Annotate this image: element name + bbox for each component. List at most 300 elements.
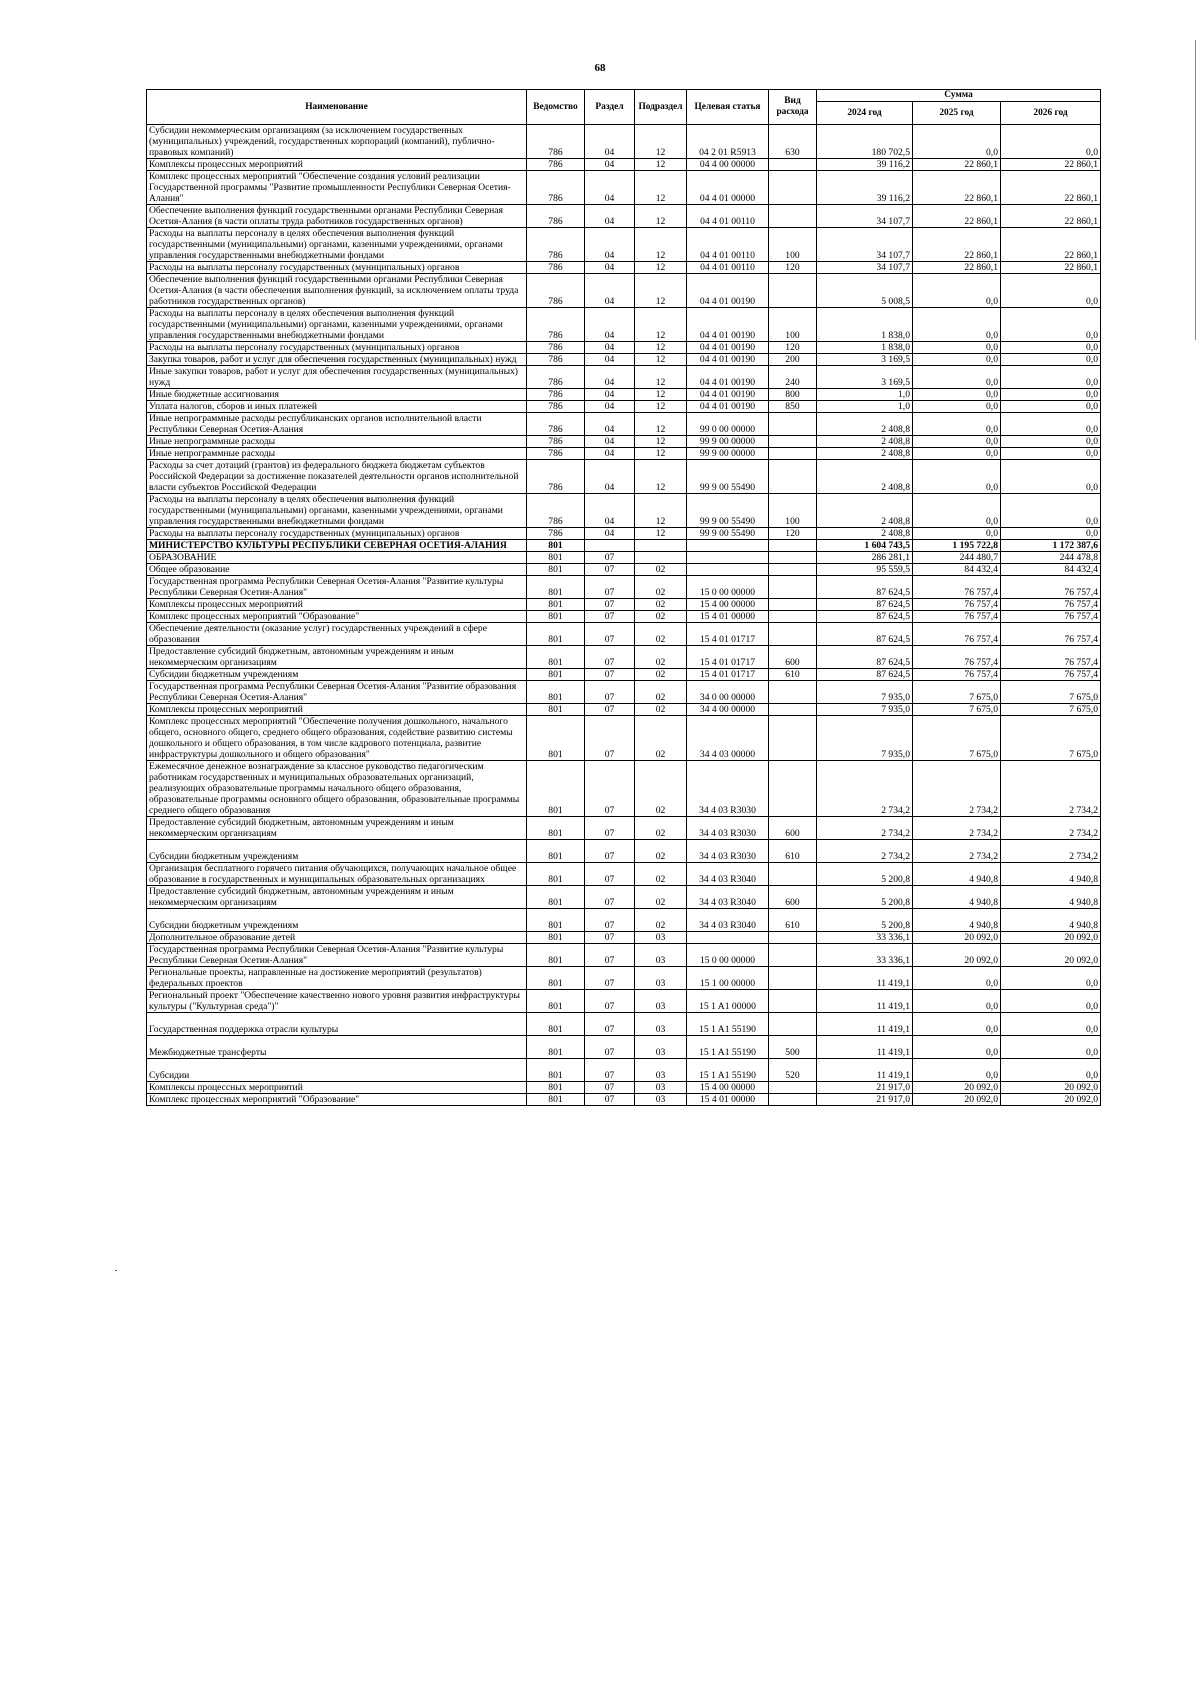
row-target-article: 34 4 03 R3030 [687, 817, 769, 840]
row-ved: 801 [527, 1059, 585, 1082]
row-ved: 786 [527, 262, 585, 274]
row-ved: 786 [527, 228, 585, 262]
row-target-article: 04 4 01 00110 [687, 262, 769, 274]
row-target-article: 99 9 00 55490 [687, 494, 769, 528]
row-target-article: 99 9 00 00000 [687, 436, 769, 448]
row-razdel: 07 [585, 761, 635, 817]
table-row [147, 863, 1101, 886]
row-podrazdel: 03 [635, 944, 687, 967]
row-expense-type [769, 171, 817, 205]
row-target-article: 15 1 A1 55190 [687, 1036, 769, 1059]
row-name: Иные закупки товаров, работ и услуг для обеспечения государственных (муниципальных) нужд [147, 366, 527, 389]
row-ved: 801 [527, 817, 585, 840]
row-sum-2024: 34 107,7 [817, 262, 913, 274]
row-razdel: 07 [585, 909, 635, 932]
row-name: Общее образование [147, 564, 527, 576]
row-target-article: 04 4 01 00110 [687, 205, 769, 228]
table-row [147, 909, 1101, 932]
row-sum-2025: 0,0 [913, 1036, 1001, 1059]
table-row [147, 716, 1101, 761]
row-sum-2026: 0,0 [1001, 460, 1101, 494]
header-2025: 2025 год [913, 102, 1001, 125]
row-sum-2024: 1 604 743,5 [817, 540, 913, 552]
row-sum-2024: 87 624,5 [817, 611, 913, 623]
table-row [147, 599, 1101, 611]
row-ved: 786 [527, 401, 585, 413]
row-podrazdel: 12 [635, 494, 687, 528]
header-2026: 2026 год [1001, 102, 1101, 125]
budget-table-wrapper [146, 89, 1100, 1106]
row-sum-2024: 87 624,5 [817, 599, 913, 611]
row-expense-type [769, 460, 817, 494]
row-razdel: 04 [585, 448, 635, 460]
row-ved: 801 [527, 646, 585, 669]
scan-edge-line [1195, 40, 1196, 340]
row-name: Расходы на выплаты персоналу в целях обеспечения выполнения функций государственными (муниципальными) органами, казенными учреждениями, органами управления государственными внебюджетными фондами [147, 228, 527, 262]
row-sum-2026: 22 860,1 [1001, 228, 1101, 262]
row-sum-2026: 2 734,2 [1001, 761, 1101, 817]
row-ved: 786 [527, 274, 585, 308]
table-row [147, 1036, 1101, 1059]
table-row [147, 262, 1101, 274]
row-sum-2026: 1 172 387,6 [1001, 540, 1101, 552]
row-sum-2026: 4 940,8 [1001, 863, 1101, 886]
row-razdel: 07 [585, 1082, 635, 1094]
row-podrazdel: 12 [635, 125, 687, 159]
row-ved: 801 [527, 669, 585, 681]
header-target-article: Целевая статья [687, 90, 769, 125]
row-target-article: 34 0 00 00000 [687, 681, 769, 704]
row-sum-2026: 0,0 [1001, 413, 1101, 436]
row-sum-2026: 0,0 [1001, 354, 1101, 366]
row-razdel: 07 [585, 932, 635, 944]
row-podrazdel: 02 [635, 564, 687, 576]
row-sum-2025: 0,0 [913, 436, 1001, 448]
row-sum-2026: 0,0 [1001, 389, 1101, 401]
row-podrazdel: 12 [635, 366, 687, 389]
row-sum-2024: 1,0 [817, 401, 913, 413]
row-sum-2026: 20 092,0 [1001, 944, 1101, 967]
table-row [147, 1094, 1101, 1106]
row-expense-type [769, 761, 817, 817]
table-row [147, 205, 1101, 228]
row-target-article: 34 4 03 R3030 [687, 840, 769, 863]
header-summa: Сумма [817, 90, 1101, 102]
row-expense-type [769, 704, 817, 716]
row-sum-2025: 76 757,4 [913, 576, 1001, 599]
row-expense-type: 610 [769, 669, 817, 681]
row-name: МИНИСТЕРСТВО КУЛЬТУРЫ РЕСПУБЛИКИ СЕВЕРНАЯ ОСЕТИЯ-АЛАНИЯ [147, 540, 527, 552]
row-target-article: 15 1 A1 55190 [687, 1059, 769, 1082]
row-ved: 786 [527, 205, 585, 228]
row-expense-type: 850 [769, 401, 817, 413]
row-sum-2026: 0,0 [1001, 990, 1101, 1013]
row-target-article: 15 0 00 00000 [687, 944, 769, 967]
row-sum-2024: 3 169,5 [817, 366, 913, 389]
row-ved: 786 [527, 125, 585, 159]
row-ved: 801 [527, 932, 585, 944]
row-podrazdel: 12 [635, 228, 687, 262]
row-name: Государственная программа Республики Северная Осетия-Алания "Развитие культуры Республики Северная Осетия-Алания" [147, 944, 527, 967]
row-razdel: 07 [585, 863, 635, 886]
table-row [147, 342, 1101, 354]
header-ved: Ведомство [527, 90, 585, 125]
row-target-article: 15 4 01 00000 [687, 611, 769, 623]
row-podrazdel: 12 [635, 460, 687, 494]
row-name: Иные непрограммные расходы республиканских органов исполнительной власти Республики Северная Осетия-Алания [147, 413, 527, 436]
row-sum-2024: 1 838,0 [817, 342, 913, 354]
row-name: Иные непрограммные расходы [147, 448, 527, 460]
table-row [147, 576, 1101, 599]
row-razdel: 04 [585, 308, 635, 342]
table-row [147, 159, 1101, 171]
row-ved: 801 [527, 1094, 585, 1106]
row-expense-type [769, 436, 817, 448]
row-podrazdel: 03 [635, 990, 687, 1013]
row-sum-2025: 20 092,0 [913, 932, 1001, 944]
row-expense-type [769, 611, 817, 623]
row-target-article: 99 9 00 55490 [687, 460, 769, 494]
row-sum-2026: 0,0 [1001, 967, 1101, 990]
row-sum-2026: 0,0 [1001, 342, 1101, 354]
row-sum-2025: 4 940,8 [913, 886, 1001, 909]
scan-speck [115, 1270, 117, 1271]
row-sum-2025: 76 757,4 [913, 611, 1001, 623]
row-podrazdel: 12 [635, 308, 687, 342]
row-target-article: 34 4 03 R3040 [687, 886, 769, 909]
row-ved: 786 [527, 171, 585, 205]
row-name: Государственная поддержка отрасли культуры [147, 1013, 527, 1036]
row-sum-2024: 21 917,0 [817, 1082, 913, 1094]
row-sum-2024: 7 935,0 [817, 681, 913, 704]
row-target-article: 15 1 A1 55190 [687, 1013, 769, 1036]
row-expense-type: 200 [769, 354, 817, 366]
row-ved: 786 [527, 448, 585, 460]
row-sum-2024: 87 624,5 [817, 669, 913, 681]
row-sum-2025: 0,0 [913, 1059, 1001, 1082]
row-ved: 801 [527, 564, 585, 576]
row-ved: 801 [527, 704, 585, 716]
row-sum-2026: 0,0 [1001, 1013, 1101, 1036]
row-razdel: 07 [585, 990, 635, 1013]
row-sum-2024: 5 008,5 [817, 274, 913, 308]
row-target-article: 04 2 01 R5913 [687, 125, 769, 159]
row-target-article: 15 1 A1 00000 [687, 990, 769, 1013]
row-expense-type [769, 274, 817, 308]
row-razdel: 07 [585, 1036, 635, 1059]
row-razdel: 07 [585, 611, 635, 623]
row-expense-type: 100 [769, 308, 817, 342]
row-sum-2025: 2 734,2 [913, 761, 1001, 817]
header-podrazdel: Подраздел [635, 90, 687, 125]
row-podrazdel: 03 [635, 1013, 687, 1036]
row-sum-2026: 22 860,1 [1001, 205, 1101, 228]
row-razdel: 07 [585, 1013, 635, 1036]
row-podrazdel: 03 [635, 932, 687, 944]
row-sum-2024: 39 116,2 [817, 159, 913, 171]
row-sum-2025: 4 940,8 [913, 909, 1001, 932]
row-expense-type: 120 [769, 262, 817, 274]
row-sum-2024: 11 419,1 [817, 1013, 913, 1036]
table-row [147, 623, 1101, 646]
row-target-article: 99 9 00 00000 [687, 448, 769, 460]
row-name: Дополнительное образование детей [147, 932, 527, 944]
row-expense-type: 600 [769, 886, 817, 909]
table-row [147, 274, 1101, 308]
row-sum-2026: 84 432,4 [1001, 564, 1101, 576]
row-name: Субсидии бюджетным учреждениям [147, 909, 527, 932]
row-sum-2026: 76 757,4 [1001, 646, 1101, 669]
row-sum-2026: 20 092,0 [1001, 1094, 1101, 1106]
row-razdel: 04 [585, 205, 635, 228]
row-ved: 786 [527, 436, 585, 448]
table-row [147, 611, 1101, 623]
row-expense-type [769, 159, 817, 171]
row-name: Субсидии [147, 1059, 527, 1082]
row-razdel: 07 [585, 681, 635, 704]
row-sum-2025: 22 860,1 [913, 171, 1001, 205]
row-podrazdel: 02 [635, 863, 687, 886]
row-razdel: 04 [585, 413, 635, 436]
row-sum-2024: 33 336,1 [817, 932, 913, 944]
table-row [147, 932, 1101, 944]
table-row [147, 886, 1101, 909]
row-expense-type: 600 [769, 646, 817, 669]
row-target-article [687, 540, 769, 552]
row-razdel: 04 [585, 125, 635, 159]
table-row [147, 366, 1101, 389]
row-sum-2024: 2 408,8 [817, 436, 913, 448]
row-podrazdel: 12 [635, 448, 687, 460]
row-expense-type [769, 1013, 817, 1036]
row-sum-2026: 76 757,4 [1001, 599, 1101, 611]
row-target-article: 99 0 00 00000 [687, 413, 769, 436]
row-expense-type: 520 [769, 1059, 817, 1082]
row-target-article [687, 564, 769, 576]
row-podrazdel: 02 [635, 611, 687, 623]
row-sum-2026: 22 860,1 [1001, 159, 1101, 171]
row-ved: 786 [527, 366, 585, 389]
row-sum-2024: 5 200,8 [817, 909, 913, 932]
row-target-article [687, 932, 769, 944]
row-ved: 786 [527, 494, 585, 528]
row-razdel: 04 [585, 354, 635, 366]
table-row [147, 413, 1101, 436]
row-target-article: 15 4 01 01717 [687, 646, 769, 669]
row-sum-2024: 95 559,5 [817, 564, 913, 576]
row-expense-type: 500 [769, 1036, 817, 1059]
row-target-article: 04 4 01 00190 [687, 308, 769, 342]
row-sum-2026: 2 734,2 [1001, 840, 1101, 863]
row-name: Организация бесплатного горячего питания обучающихся, получающих начальное общее образование в государственных и муниципальных образовательных организациях [147, 863, 527, 886]
row-expense-type [769, 944, 817, 967]
row-sum-2025: 76 757,4 [913, 623, 1001, 646]
row-name: Иные непрограммные расходы [147, 436, 527, 448]
row-podrazdel: 12 [635, 389, 687, 401]
row-expense-type: 100 [769, 494, 817, 528]
row-name: Комплексы процессных мероприятий [147, 704, 527, 716]
row-sum-2026: 0,0 [1001, 125, 1101, 159]
row-expense-type: 120 [769, 528, 817, 540]
row-razdel: 07 [585, 944, 635, 967]
table-row [147, 171, 1101, 205]
row-sum-2024: 2 734,2 [817, 817, 913, 840]
row-target-article [687, 552, 769, 564]
row-sum-2025: 22 860,1 [913, 228, 1001, 262]
table-row [147, 308, 1101, 342]
row-podrazdel: 12 [635, 354, 687, 366]
row-name: Предоставление субсидий бюджетным, автономным учреждениям и иным некоммерческим организациям [147, 886, 527, 909]
row-expense-type [769, 990, 817, 1013]
row-sum-2024: 2 408,8 [817, 460, 913, 494]
row-expense-type [769, 540, 817, 552]
row-name: Комплексы процессных мероприятий [147, 1082, 527, 1094]
row-razdel: 04 [585, 274, 635, 308]
row-name: Комплексы процессных мероприятий [147, 159, 527, 171]
row-target-article: 04 4 01 00190 [687, 389, 769, 401]
row-podrazdel: 02 [635, 576, 687, 599]
row-sum-2025: 20 092,0 [913, 944, 1001, 967]
row-expense-type [769, 448, 817, 460]
row-ved: 801 [527, 1013, 585, 1036]
row-ved: 786 [527, 413, 585, 436]
row-ved: 801 [527, 1036, 585, 1059]
row-podrazdel: 02 [635, 840, 687, 863]
row-sum-2024: 2 408,8 [817, 494, 913, 528]
row-razdel: 07 [585, 704, 635, 716]
row-expense-type: 610 [769, 909, 817, 932]
row-sum-2024: 180 702,5 [817, 125, 913, 159]
row-target-article: 15 4 01 01717 [687, 669, 769, 681]
row-name: Расходы на выплаты персоналу государственных (муниципальных) органов [147, 528, 527, 540]
row-target-article: 15 0 00 00000 [687, 576, 769, 599]
row-sum-2026: 0,0 [1001, 1059, 1101, 1082]
row-sum-2026: 76 757,4 [1001, 669, 1101, 681]
row-sum-2025: 76 757,4 [913, 669, 1001, 681]
row-sum-2026: 0,0 [1001, 274, 1101, 308]
row-name: Расходы на выплаты персоналу государственных (муниципальных) органов [147, 342, 527, 354]
row-expense-type [769, 967, 817, 990]
row-ved: 801 [527, 611, 585, 623]
row-sum-2025: 0,0 [913, 448, 1001, 460]
row-target-article: 99 9 00 55490 [687, 528, 769, 540]
row-razdel [585, 540, 635, 552]
table-row [147, 669, 1101, 681]
row-name: Комплекс процессных мероприятий "Образование" [147, 1094, 527, 1106]
row-expense-type: 630 [769, 125, 817, 159]
row-sum-2024: 2 408,8 [817, 448, 913, 460]
row-razdel: 04 [585, 228, 635, 262]
table-row [147, 1013, 1101, 1036]
row-razdel: 07 [585, 623, 635, 646]
row-expense-type: 240 [769, 366, 817, 389]
row-sum-2026: 2 734,2 [1001, 817, 1101, 840]
row-ved: 801 [527, 576, 585, 599]
row-sum-2024: 34 107,7 [817, 228, 913, 262]
row-sum-2025: 244 480,7 [913, 552, 1001, 564]
page-number: 68 [594, 62, 606, 74]
row-podrazdel: 02 [635, 716, 687, 761]
row-target-article: 34 4 03 R3040 [687, 909, 769, 932]
row-sum-2025: 0,0 [913, 366, 1001, 389]
row-name: Обеспечение выполнения функций государственными органами Республики Северная Осетия-Алания (в части обеспечения выполнения функций, за исключением оплаты труда работников государственных органов) [147, 274, 527, 308]
row-razdel: 04 [585, 436, 635, 448]
row-sum-2026: 4 940,8 [1001, 886, 1101, 909]
table-row [147, 389, 1101, 401]
row-target-article: 34 4 03 00000 [687, 716, 769, 761]
row-sum-2024: 33 336,1 [817, 944, 913, 967]
row-expense-type [769, 1094, 817, 1106]
row-sum-2026: 20 092,0 [1001, 932, 1101, 944]
row-ved: 801 [527, 1082, 585, 1094]
table-row [147, 967, 1101, 990]
row-razdel: 07 [585, 840, 635, 863]
row-sum-2026: 0,0 [1001, 1036, 1101, 1059]
row-sum-2025: 0,0 [913, 125, 1001, 159]
row-razdel: 07 [585, 669, 635, 681]
row-sum-2024: 11 419,1 [817, 1036, 913, 1059]
row-target-article: 04 4 01 00110 [687, 228, 769, 262]
row-expense-type: 600 [769, 817, 817, 840]
row-sum-2024: 286 281,1 [817, 552, 913, 564]
row-razdel: 07 [585, 564, 635, 576]
row-razdel: 04 [585, 494, 635, 528]
table-row [147, 817, 1101, 840]
row-podrazdel: 03 [635, 1036, 687, 1059]
row-podrazdel: 12 [635, 528, 687, 540]
row-sum-2026: 0,0 [1001, 401, 1101, 413]
row-target-article: 34 4 00 00000 [687, 704, 769, 716]
row-sum-2024: 11 419,1 [817, 990, 913, 1013]
row-sum-2026: 0,0 [1001, 528, 1101, 540]
row-ved: 801 [527, 863, 585, 886]
row-razdel: 07 [585, 1094, 635, 1106]
row-sum-2025: 20 092,0 [913, 1094, 1001, 1106]
row-sum-2024: 3 169,5 [817, 354, 913, 366]
row-ved: 786 [527, 460, 585, 494]
row-name: Уплата налогов, сборов и иных платежей [147, 401, 527, 413]
row-sum-2025: 0,0 [913, 460, 1001, 494]
row-sum-2025: 0,0 [913, 274, 1001, 308]
table-row [147, 552, 1101, 564]
row-sum-2025: 84 432,4 [913, 564, 1001, 576]
row-expense-type [769, 599, 817, 611]
row-sum-2025: 0,0 [913, 308, 1001, 342]
table-row [147, 681, 1101, 704]
row-ved: 786 [527, 389, 585, 401]
row-sum-2024: 11 419,1 [817, 1059, 913, 1082]
row-razdel: 07 [585, 552, 635, 564]
row-name: Субсидии некоммерческим организациям (за исключением государственных (муниципальных) учреждений, государственных корпораций (компаний), публично-правовых компаний) [147, 125, 527, 159]
row-podrazdel: 12 [635, 274, 687, 308]
row-name: Предоставление субсидий бюджетным, автономным учреждениям и иным некоммерческим организациям [147, 817, 527, 840]
row-sum-2025: 22 860,1 [913, 262, 1001, 274]
row-sum-2025: 20 092,0 [913, 1082, 1001, 1094]
row-sum-2024: 11 419,1 [817, 967, 913, 990]
row-name: Иные бюджетные ассигнования [147, 389, 527, 401]
row-podrazdel [635, 540, 687, 552]
row-sum-2026: 76 757,4 [1001, 611, 1101, 623]
header-name: Наименование [147, 90, 527, 125]
row-podrazdel: 03 [635, 967, 687, 990]
row-sum-2025: 0,0 [913, 494, 1001, 528]
row-name: Комплекс процессных мероприятий "Обеспечение создания условий реализации Государственной программы "Развитие промышленности Республики Северная Осетия-Алания" [147, 171, 527, 205]
row-expense-type: 120 [769, 342, 817, 354]
row-expense-type [769, 681, 817, 704]
table-row [147, 704, 1101, 716]
row-ved: 786 [527, 308, 585, 342]
row-sum-2025: 0,0 [913, 990, 1001, 1013]
